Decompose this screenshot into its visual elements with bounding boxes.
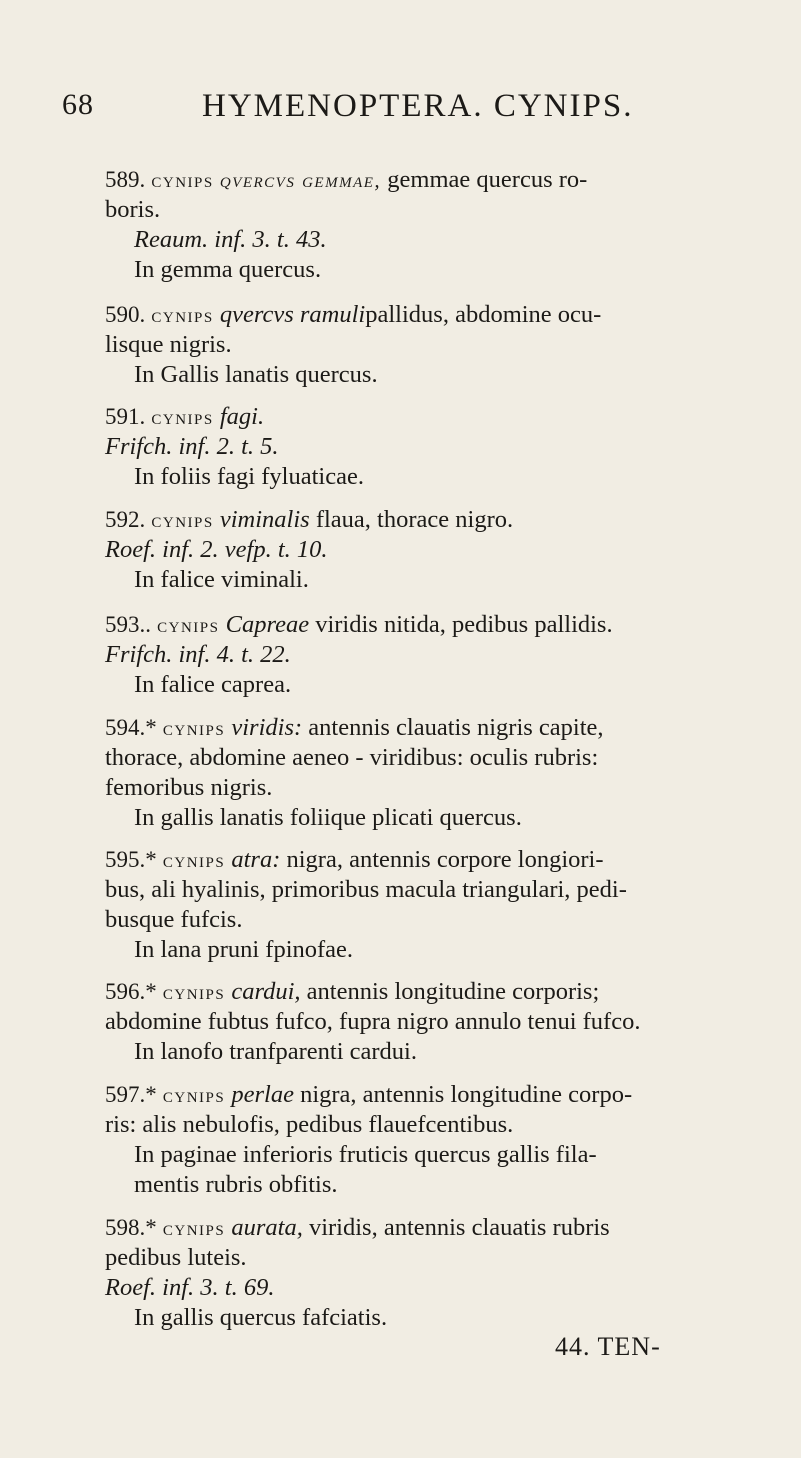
reference: Roef. inf. 3. t. 69.: [105, 1274, 275, 1301]
reference: Frifch. inf. 2. t. 5.: [105, 433, 279, 460]
entry-597: 597.* cynips perlae nigra, antennis longitudine corpo- ris: alis nebulofis, pedibus flauefcentibus. In paginae inferioris fruticis quercus gallis fila- mentis rubris obfitis.: [105, 1080, 765, 1200]
entry-591: 591. cynips fagi. Frifch. inf. 2. t. 5. In foliis fagi fyluaticae.: [105, 402, 765, 492]
running-title: HYMENOPTERA. CYNIPS.: [202, 88, 634, 124]
habitat: In lanofo tranfparenti cardui.: [134, 1038, 417, 1065]
habitat: In paginae inferioris fruticis quercus gallis fila-: [134, 1141, 597, 1168]
habitat: In Gallis lanatis quercus.: [134, 361, 378, 388]
habitat: In gallis quercus fafciatis.: [134, 1304, 388, 1331]
reference: Roef. inf. 2. vefp. t. 10.: [105, 536, 328, 563]
reference: Frifch. inf. 4. t. 22.: [105, 641, 291, 668]
entry-598: 598.* cynips aurata, viridis, antennis clauatis rubris pedibus luteis. Roef. inf. 3. t. 69. In gallis quercus fafciatis.: [105, 1213, 765, 1333]
habitat: In foliis fagi fyluaticae.: [134, 463, 364, 490]
entry-595: 595.* cynips atra: nigra, antennis corpore longiori- bus, ali hyalinis, primoribus macula triangulari, pedi- busque fufcis. In lana pruni fpinofae.: [105, 845, 765, 965]
running-header: [62, 88, 752, 136]
habitat: In falice caprea.: [134, 671, 292, 698]
entry-596: 596.* cynips cardui, antennis longitudine corporis; abdomine fubtus fufco, fupra nigro annulo tenui fufco. In lanofo tranfparenti cardui.: [105, 977, 765, 1067]
reference: Reaum. inf. 3. t. 43.: [134, 226, 327, 253]
page-number: 68: [62, 88, 94, 121]
catchword: 44. TEN-: [555, 1332, 661, 1361]
entry-590: 590. cynips qvercvs ramulipallidus, abdomine ocu- lisque nigris. In Gallis lanatis quercus.: [105, 300, 765, 390]
habitat: In falice viminali.: [134, 566, 309, 593]
habitat: In gallis lanatis foliique plicati quercus.: [134, 804, 522, 831]
entry-592: 592. cynips viminalis flaua, thorace nigro. Roef. inf. 2. vefp. t. 10. In falice viminali.: [105, 505, 765, 595]
entry-594: 594.* cynips viridis: antennis clauatis nigris capite, thorace, abdomine aeneo - viridibus: oculis rubris: femoribus nigris. In gallis lanatis foliique plicati quercus.: [105, 713, 765, 833]
entry-593: 593.. cynips Capreae viridis nitida, pedibus pallidis. Frifch. inf. 4. t. 22. In falice caprea.: [105, 610, 765, 700]
habitat: In gemma quercus.: [134, 256, 322, 283]
habitat: In lana pruni fpinofae.: [134, 936, 354, 963]
entry-589: 589. cynips qvercvs gemmae, gemmae quercus ro- boris. Reaum. inf. 3. t. 43. In gemma quercus.: [105, 165, 765, 285]
